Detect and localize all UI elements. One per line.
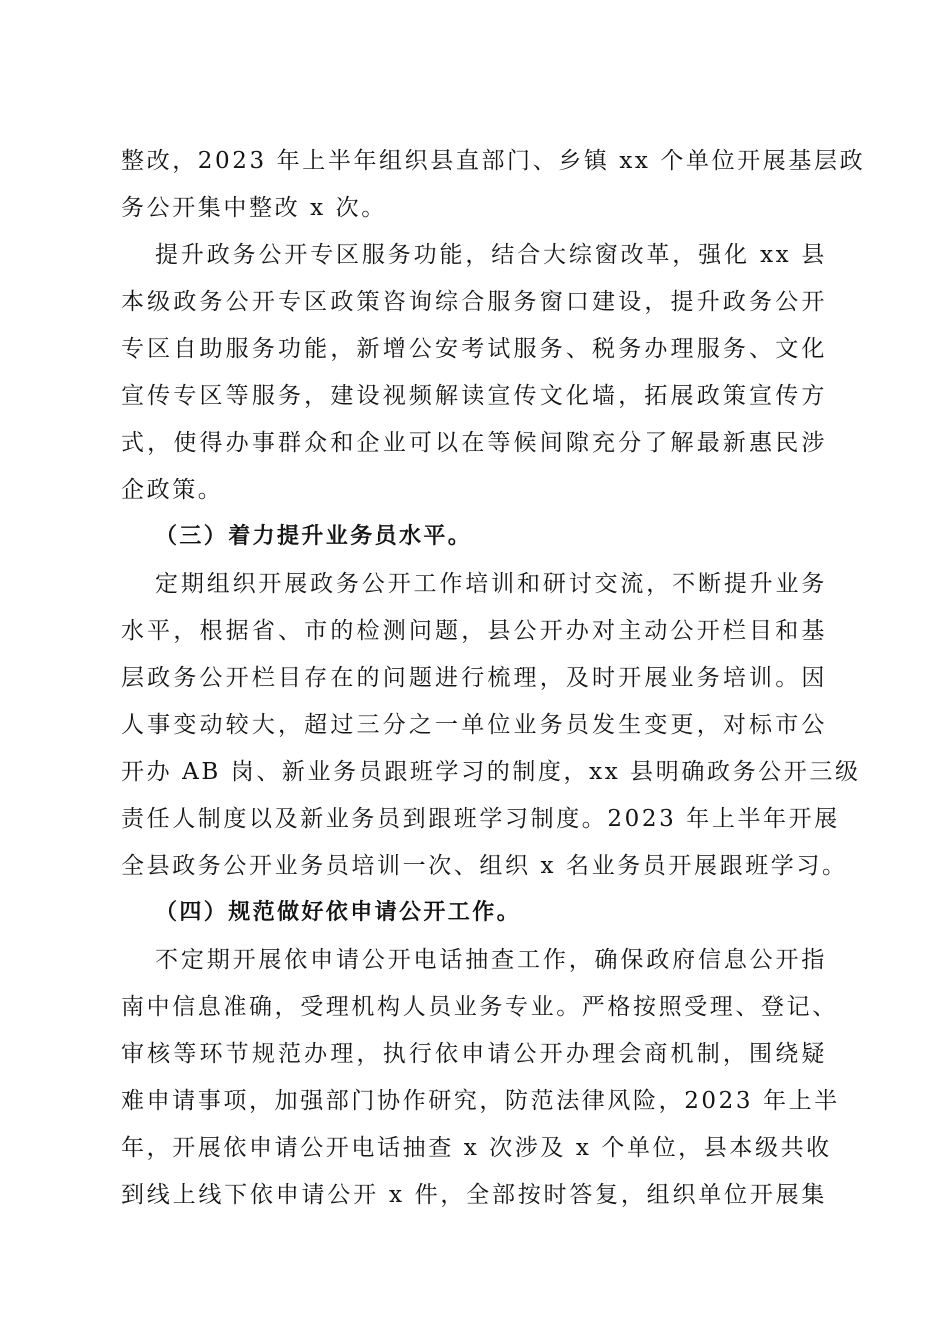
- paragraph-line: 难申请事项，加强部门协作研究，防范法律风险，2023 年上半: [121, 1088, 840, 1114]
- paragraph-line: 提升政务公开专区服务功能，结合大综窗改革，强化 xx 县: [155, 242, 827, 268]
- paragraph-line: 企政策。: [121, 477, 224, 503]
- paragraph-line: 层政务公开栏目存在的问题进行梳理，及时开展业务培训。因: [121, 665, 827, 691]
- paragraph-line: 人事变动较大，超过三分之一单位业务员发生变更，对标市公: [121, 712, 827, 738]
- paragraph-line: 水平，根据省、市的检测问题，县公开办对主动公开栏目和基: [121, 618, 827, 644]
- paragraph-line: 定期组织开展政务公开工作培训和研讨交流，不断提升业务: [155, 571, 827, 597]
- paragraph-line: 整改，2023 年上半年组织县直部门、乡镇 xx 个单位开展基层政: [121, 148, 866, 174]
- paragraph-line: 开办 AB 岗、新业务员跟班学习的制度，xx 县明确政务公开三级: [121, 759, 861, 785]
- paragraph-line: 宣传专区等服务，建设视频解读宣传文化墙，拓展政策宣传方: [121, 383, 827, 409]
- paragraph-line: 式，使得办事群众和企业可以在等候间隙充分了解最新惠民涉: [121, 430, 827, 456]
- paragraph-line: 到线上线下依申请公开 x 件，全部按时答复，组织单位开展集: [121, 1182, 827, 1208]
- paragraph-line: 务公开集中整改 x 次。: [121, 195, 387, 221]
- section-heading: （三）着力提升业务员水平。: [155, 524, 473, 549]
- paragraph-line: 南中信息准确，受理机构人员业务专业。严格按照受理、登记、: [121, 994, 838, 1020]
- section-heading: （四）规范做好依申请公开工作。: [155, 900, 522, 925]
- paragraph-line: 不定期开展依申请公开电话抽查工作，确保政府信息公开指: [155, 947, 827, 973]
- paragraph-line: 审核等环节规范办理，执行依申请公开办理会商机制，围绕疑: [121, 1041, 827, 1067]
- paragraph-line: 年，开展依申请公开电话抽查 x 次涉及 x 个单位，县本级共收: [121, 1135, 832, 1161]
- paragraph-line: 本级政务公开专区政策咨询综合服务窗口建设，提升政务公开: [121, 289, 827, 315]
- paragraph-line: 全县政务公开业务员培训一次、组织 x 名业务员开展跟班学习。: [121, 853, 848, 879]
- paragraph-line: 专区自助服务功能，新增公安考试服务、税务办理服务、文化: [121, 336, 827, 362]
- paragraph-line: 责任人制度以及新业务员到跟班学习制度。2023 年上半年开展: [121, 806, 840, 832]
